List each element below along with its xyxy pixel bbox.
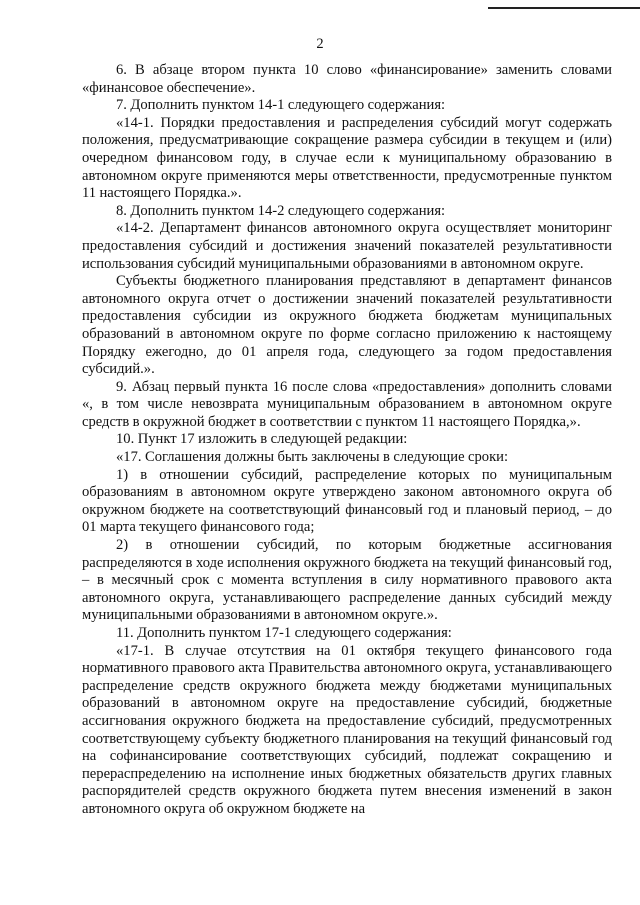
paragraph: 7. Дополнить пунктом 14-1 следующего содержания: xyxy=(116,97,446,114)
paragraph: «17. Соглашения должны быть заключены в следующие сроки: xyxy=(116,449,509,466)
paragraph: 9. Абзац первый пункта 16 после слова «предоставления» дополнить словами «, в том числе невозврата муниципальным образованием в автономном округе средств в окружной бюджет в соответствии с пунктом 11 настоящего Порядка,». xyxy=(82,378,612,430)
page-number: 2 xyxy=(316,36,324,52)
paragraph: «14-2. Департамент финансов автономного округа осуществляет мониторинг предоставления субсидий и достижения значений показателей результативности использования субсидий муниципальными образованиями в автономном округе. xyxy=(82,220,612,272)
paragraph: 6. В абзаце втором пункта 10 слово «финансирование» заменить словами «финансовое обеспечение». xyxy=(82,62,612,96)
paragraph: 11. Дополнить пунктом 17-1 следующего содержания: xyxy=(116,625,452,641)
paragraph: 1) в отношении субсидий, распределение которых по муниципальным образованиям в автономном округе утверждено законом автономного округа об окружном бюджете на соответствующий финансовый год и плановый период, – до 01 марта текущего финансового года; xyxy=(82,466,612,536)
paragraph: «17-1. В случае отсутствия на 01 октября текущего финансового года нормативного правового акта Правительства автономного округа, устанавливающего распределение средств окружного бюджета между бюджетами муниципальных образований в автономном округе на предоставление субсидий, бюджетные ассигнования окружного бюджета на предоставление субсидий, предусмотренных соответствующему субъекту бюджетного планирования на текущий финансовый год на софинансирование соответствующих субсидий, подлежат сокращению и перераспределению на исполнение иных бюджетных обязательств других главных распорядителей средств окружного бюджета путем внесения изменений в закон автономного округа об окружном бюджете на xyxy=(82,642,612,817)
paragraph: 10. Пункт 17 изложить в следующей редакции: xyxy=(116,431,408,448)
paragraph: 8. Дополнить пунктом 14-2 следующего содержания: xyxy=(116,202,446,219)
document-body xyxy=(82,62,612,819)
paragraph: «14-1. Порядки предоставления и распределения субсидий могут содержать положения, предусматривающие сокращение размера субсидии в текущем и (или) очередном финансовом году, в случае если к муниципальному образованию в автономном округе применяются меры ответственности, предусмотренные пунктом 11 настоящего Порядка.». xyxy=(82,114,612,202)
paragraph: 2) в отношении субсидий, по которым бюджетные ассигнования распределяются в ходе исполнения окружного бюджета на текущий финансовый год, – в месячный срок с момента вступления в силу нормативного правового акта автономного округа, устанавливающего распределение данных субсидий между муниципальными образованиями в автономном округе.». xyxy=(82,537,612,624)
top-edge-line xyxy=(488,7,640,9)
paragraph: Субъекты бюджетного планирования представляют в департамент финансов автономного округа отчет о достижении значений показателей результативности предоставления субсидии из окружного бюджета бюджетам муниципальных образований в автономном округе по форме согласно приложению к настоящему Порядку ежегодно, до 01 апреля года, следующего за годом предоставления субсидий.». xyxy=(82,273,612,378)
